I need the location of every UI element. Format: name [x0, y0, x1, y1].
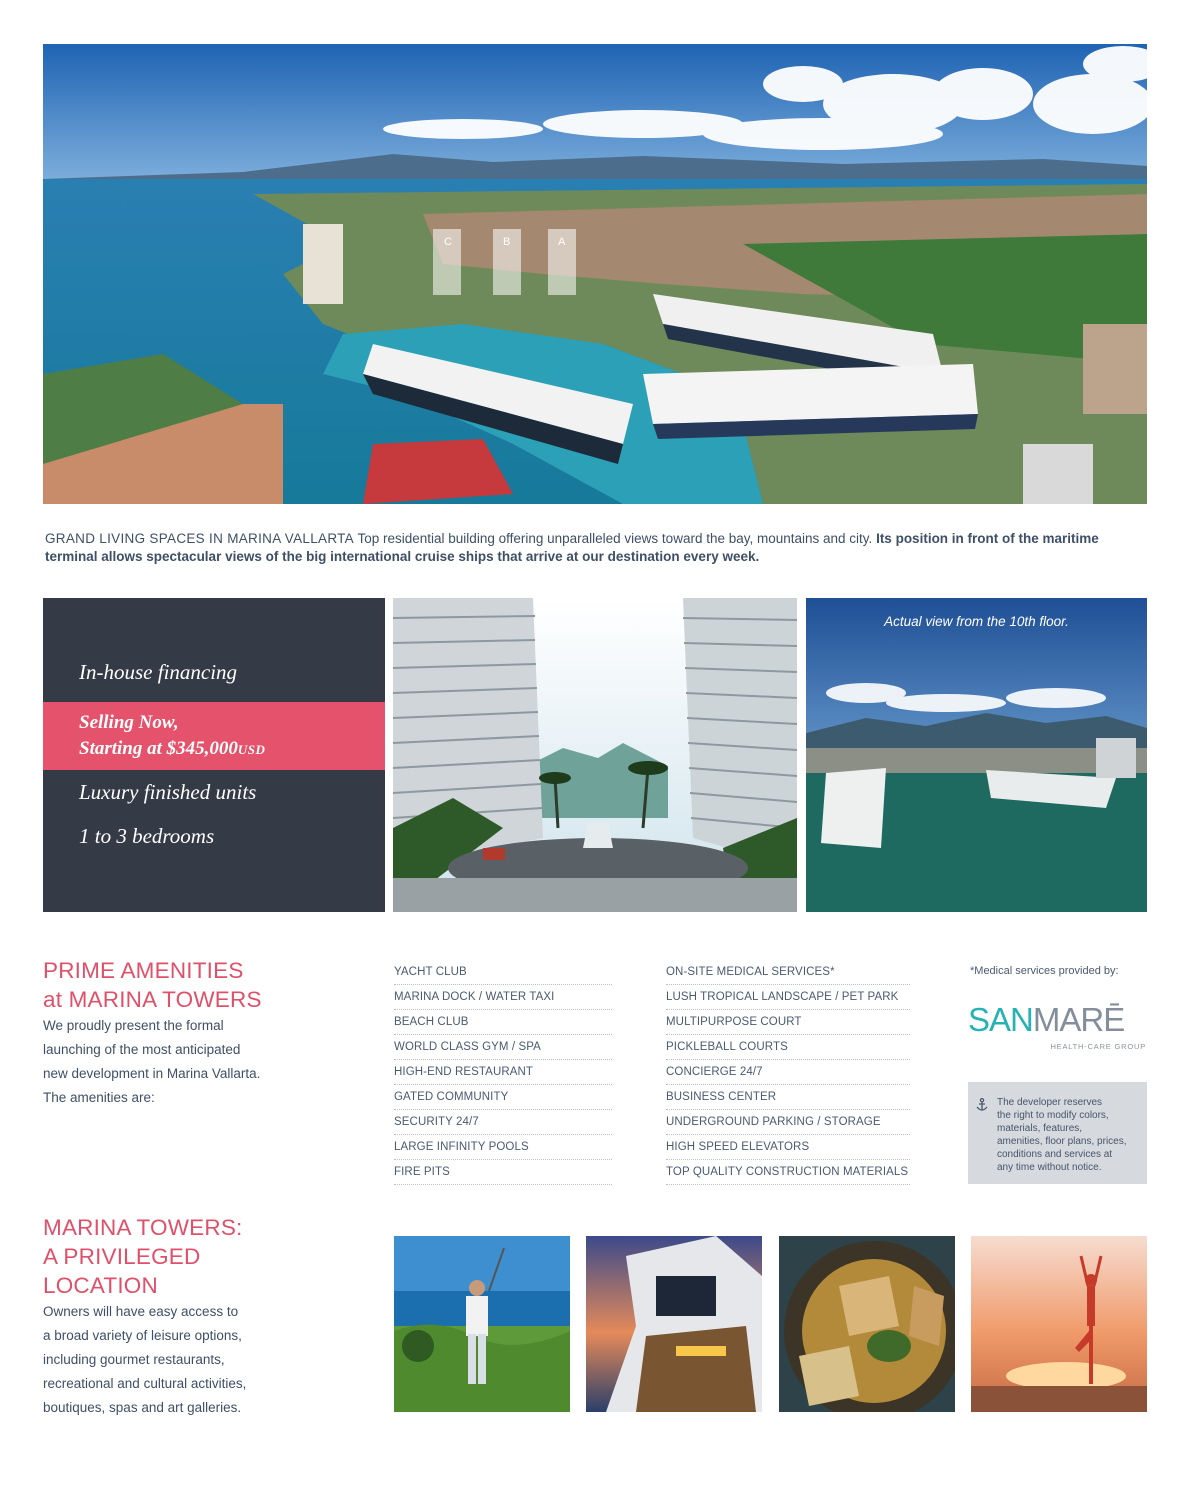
amenity-item: BUSINESS CENTER [666, 1085, 910, 1110]
location-title-line: MARINA TOWERS: [43, 1215, 243, 1240]
amenities-intro-line: new development in Marina Vallarta. [43, 1066, 261, 1081]
amenities-list-column-2 [666, 960, 910, 1185]
anchor-icon [976, 1098, 988, 1112]
gourmet-dish-photo [779, 1236, 955, 1412]
tower-label-a: A [558, 236, 566, 248]
selling-now-band [43, 702, 385, 770]
location-body [43, 1300, 363, 1420]
amenities-title-line1: PRIME AMENITIES [43, 958, 244, 983]
currency-text: USD [237, 742, 266, 757]
tower-render-photo [393, 598, 797, 912]
disclaimer-line: materials, features, [997, 1123, 1083, 1134]
amenity-item: YACHT CLUB [394, 960, 612, 985]
bedrooms-text: 1 to 3 bedrooms [79, 824, 215, 848]
amenity-item: TOP QUALITY CONSTRUCTION MATERIALS [666, 1160, 910, 1185]
amenities-list-column-1 [394, 960, 612, 1185]
disclaimer-line: The developer reserves [997, 1097, 1103, 1108]
intro-text: Top residential building offering unparalleled views toward the bay, mountains and city. [353, 531, 877, 546]
intro-bold-text: Its position in front of the maritime terminal allows spectacular views of the big international cruise ships that arrive at our destination every week. [45, 531, 1099, 564]
sanmare-logo-mare: MARĒ [1032, 1001, 1125, 1038]
location-body-line: Owners will have easy access to [43, 1304, 239, 1319]
feature-panel [43, 598, 385, 912]
amenity-item: SECURITY 24/7 [394, 1110, 612, 1135]
tenth-floor-view-photo [806, 598, 1147, 912]
sanmare-logo [968, 1000, 1148, 1056]
disclaimer-line: any time without notice. [997, 1162, 1102, 1173]
amenity-item: MULTIPURPOSE COURT [666, 1010, 910, 1035]
disclaimer-line: conditions and services at [997, 1149, 1113, 1160]
yacht-photo [586, 1236, 762, 1412]
location-body-line: a broad variety of leisure options, [43, 1328, 242, 1343]
amenity-item: ON-SITE MEDICAL SERVICES* [666, 960, 910, 985]
amenities-intro [43, 1014, 343, 1110]
sanmare-wordmark [968, 1000, 1124, 1040]
amenity-item: LUSH TROPICAL LANDSCAPE / PET PARK [666, 985, 910, 1010]
medical-services-note: *Medical services provided by: [970, 965, 1119, 977]
disclaimer-box [968, 1082, 1147, 1184]
location-title-line: A PRIVILEGED [43, 1244, 201, 1269]
amenity-item: LARGE INFINITY POOLS [394, 1135, 612, 1160]
amenity-item: FIRE PITS [394, 1160, 612, 1185]
tower-label-b: B [503, 236, 511, 248]
starting-price-line [79, 738, 265, 760]
location-title [43, 1213, 243, 1300]
amenities-intro-line: We proudly present the formal [43, 1018, 224, 1033]
amenity-item: HIGH SPEED ELEVATORS [666, 1135, 910, 1160]
location-body-line: including gourmet restaurants, [43, 1352, 225, 1367]
amenity-item: CONCIERGE 24/7 [666, 1060, 910, 1085]
amenity-item: UNDERGROUND PARKING / STORAGE [666, 1110, 910, 1135]
amenities-title [43, 956, 262, 1014]
location-body-line: boutiques, spas and art galleries. [43, 1400, 242, 1415]
finished-units-text: Luxury finished units [79, 780, 257, 804]
selling-now-text: Selling Now, [79, 712, 179, 733]
disclaimer-text [997, 1096, 1142, 1174]
amenity-item: BEACH CLUB [394, 1010, 612, 1035]
intro-lead: GRAND LIVING SPACES IN MARINA VALLARTA [45, 531, 354, 546]
amenities-intro-line: launching of the most anticipated [43, 1042, 241, 1057]
disclaimer-line: the right to modify colors, [997, 1110, 1109, 1121]
disclaimer-line: amenities, floor plans, prices, [997, 1136, 1127, 1147]
golf-photo [394, 1236, 570, 1412]
yoga-sunset-photo [971, 1236, 1147, 1412]
amenity-item: GATED COMMUNITY [394, 1085, 612, 1110]
location-body-line: recreational and cultural activities, [43, 1376, 247, 1391]
sanmare-logo-san: SAN [968, 1001, 1033, 1038]
tower-label-c: C [444, 236, 452, 248]
amenity-item: HIGH-END RESTAURANT [394, 1060, 612, 1085]
location-title-line: LOCATION [43, 1273, 158, 1298]
sanmare-subtitle: HEALTH-CARE GROUP [1050, 1042, 1146, 1051]
amenity-item: PICKLEBALL COURTS [666, 1035, 910, 1060]
financing-text: In-house financing [79, 660, 238, 684]
view-caption: Actual view from the 10th floor. [884, 614, 1069, 629]
amenity-item: WORLD CLASS GYM / SPA [394, 1035, 612, 1060]
intro-paragraph [45, 530, 1105, 566]
amenities-title-line2: at MARINA TOWERS [43, 987, 262, 1012]
amenity-item: MARINA DOCK / WATER TAXI [394, 985, 612, 1010]
starting-price-text: Starting at $345,000 [79, 738, 238, 759]
amenities-intro-line: The amenities are: [43, 1090, 155, 1105]
hero-aerial-photo [43, 44, 1147, 504]
